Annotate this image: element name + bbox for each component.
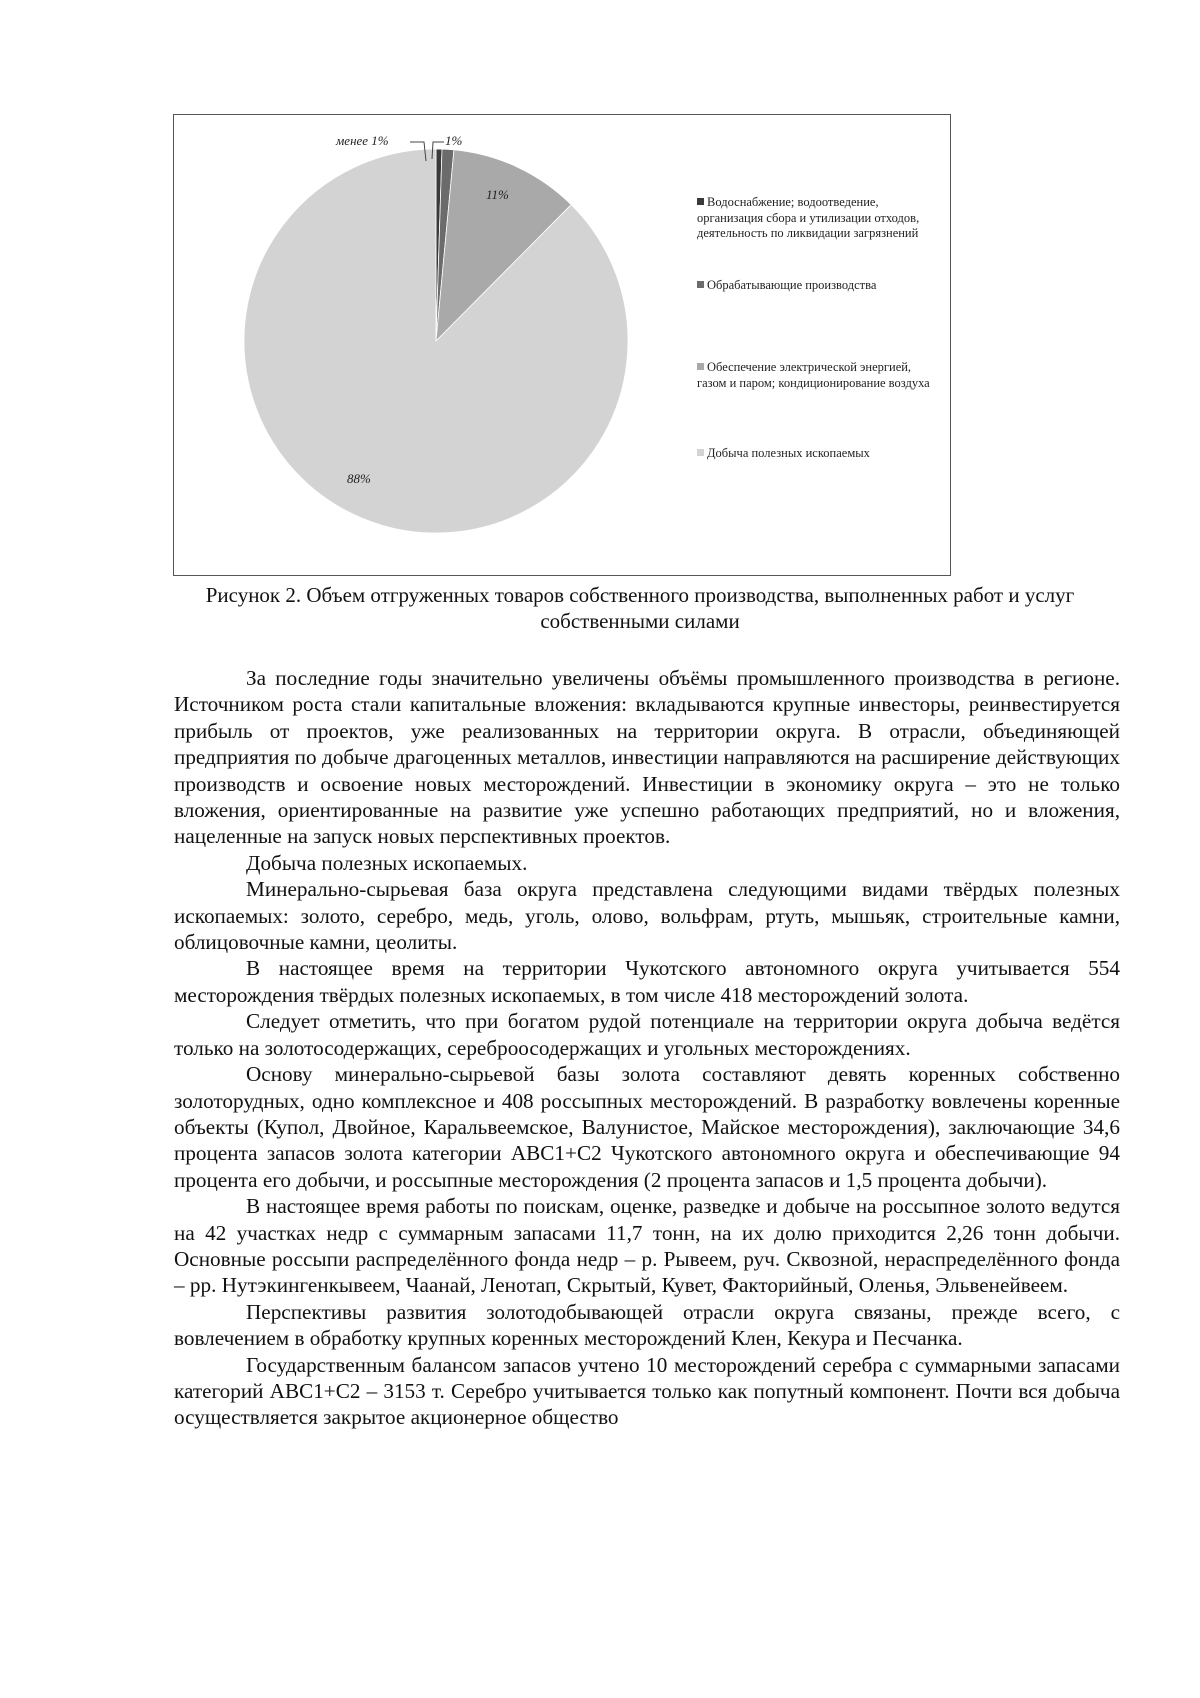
legend-swatch-icon: [697, 281, 704, 288]
paragraph: В настоящее время работы по поискам, оценке, разведке и добыче на россыпное золото ведутся на 42 участках недр с суммарным запасами 11,7 тонн, на их долю приходится 2,26 тонн добычи. Основные россыпи распределённого фонда недр – р. Рывеем, руч. Сквозной, нераспределённого фонда – рр. Нутэкингенкывеем, Чаанай, Ленотап, Скрытый, Кувет, Факторийный, Оленья, Эльвенейвеем.: [174, 1194, 1120, 1298]
pie-chart: [174, 115, 949, 574]
paragraph: Государственным балансом запасов учтено 10 месторождений серебра с суммарными запасами категорий АВС1+С2 – 3153 т. Серебро учитывается только как попутный компонент. Почти вся добыча осуществляется закрытое акционерное общество: [174, 1352, 1120, 1430]
legend-item-mining: Добыча полезных ископаемых: [697, 446, 937, 462]
paragraph: За последние годы значительно увеличены объёмы промышленного производства в регионе. Источником роста стали капитальные вложения: вкладываются крупные инвесторы, реинвестируется прибыль от проектов, уже реализованных на территории округа. В отрасли, объединяющей предприятия по добыче драгоценных металлов, инвестиции направляются на расширение действующих производств и освоение новых месторождений. Инвестиции в экономику округа – это не только вложения, ориентированные на развитие уже успешно работающих предприятий, но и вложения, нацеленные на запуск новых перспективных проектов.: [174, 666, 1120, 849]
legend-swatch-icon: [697, 363, 704, 370]
legend-item-water: Водоснабжение; водоотведение, организация сбора и утилизации отходов, деятельность по ликвидации загрязнений: [697, 195, 920, 240]
legend-swatch-icon: [697, 198, 704, 205]
paragraph: Перспективы развития золотодобывающей отрасли округа связаны, прежде всего, с вовлечением в обработку крупных коренных месторождений Клен, Кекура и Песчанка.: [174, 1299, 1120, 1351]
data-label-water: менее 1%: [336, 133, 389, 148]
paragraph: Добыча полезных ископаемых.: [246, 850, 528, 875]
paragraph: Минерально-сырьевая база округа представлена следующими видами твёрдых полезных ископаемых: золото, серебро, медь, уголь, олово, вольфрам, ртуть, мышьяк, строительные камни, облицовочные камни, цеолиты.: [174, 877, 1120, 955]
data-label-energy: 11%: [486, 187, 509, 202]
body-text: [174, 665, 1120, 1431]
pie-slice-mining: [244, 149, 628, 533]
data-label-mining: 88%: [347, 471, 371, 486]
legend-swatch-icon: [697, 449, 704, 456]
legend-item-manufacturing: Обрабатывающие производства: [697, 278, 937, 294]
figure-caption: Рисунок 2. Объем отгруженных товаров собственного производства, выполненных работ и услуг собственными силами: [205, 583, 1075, 633]
legend-item-energy: Обеспечение электрической энергией, газом и паром; кондиционирование воздуха: [697, 360, 930, 390]
chart-figure: [173, 114, 951, 576]
paragraph: Следует отметить, что при богатом рудой потенциале на территории округа добыча ведётся только на золотосодержащих, сереброосодержащих и угольных месторождениях.: [174, 1009, 1120, 1060]
data-label-manufacturing: 1%: [445, 133, 463, 148]
paragraph: В настоящее время на территории Чукотского автономного округа учитывается 554 месторождения твёрдых полезных ископаемых, в том числе 418 месторождений золота.: [174, 956, 1120, 1007]
paragraph: Основу минерально-сырьевой базы золота составляют девять коренных собственно золоторудных, одно комплексное и 408 россыпных месторождений. В разработку вовлечены коренные объекты (Купол, Двойное, Каральвеемское, Валунистое, Майское месторождения), заключающие 34,6 процента запасов золота категории АВС1+С2 Чукотского автономного округа и обеспечивающие 94 процента его добычи, и россыпные месторождения (2 процента запасов и 1,5 процента добычи).: [174, 1062, 1120, 1192]
